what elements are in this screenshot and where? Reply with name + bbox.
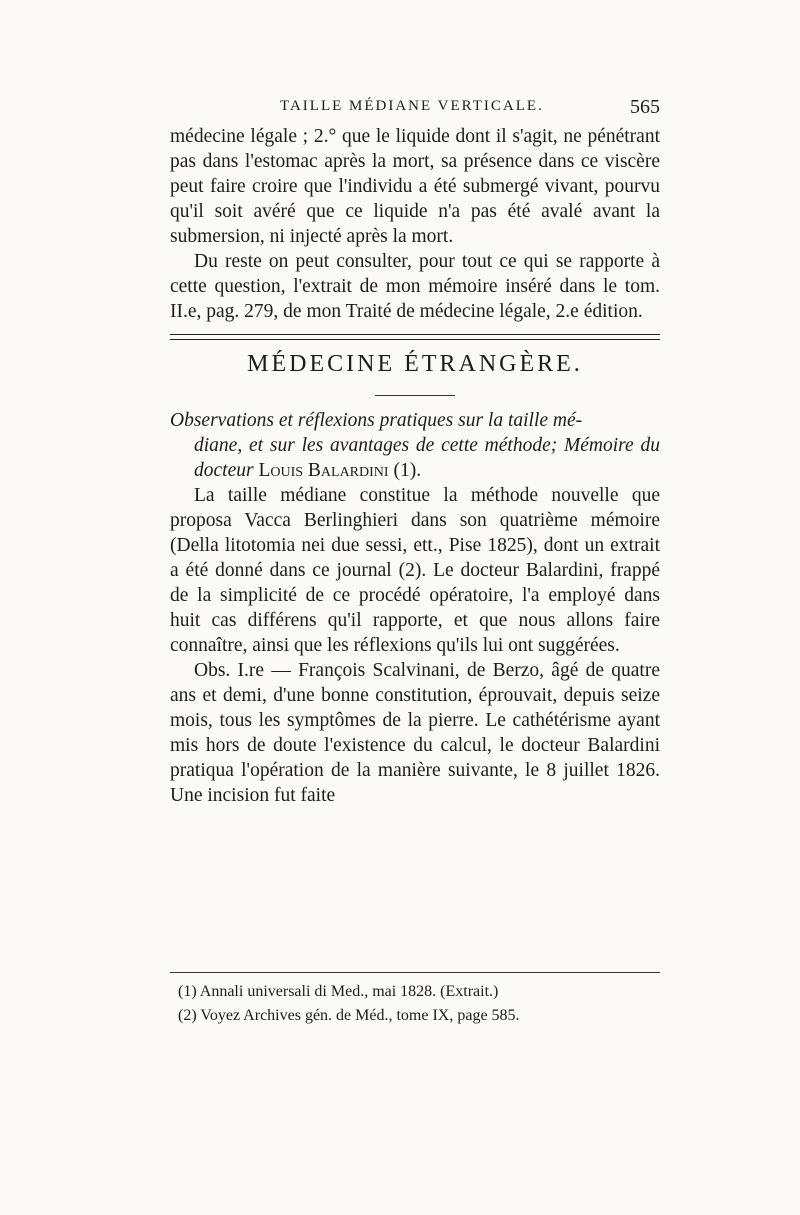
article-title-line1: Observations et réflexions pratiques sur la taille mé- <box>170 410 583 431</box>
section-title: MÉDECINE ÉTRANGÈRE. <box>247 351 583 377</box>
paragraph-3: La taille médiane constitue la méthode nouvelle que proposa Vacca Berlinghieri dans son quatrième mémoire (Della litotomia nei due sessi, ett., Pise 1825), dont un extrait a été donné dans ce journal (2). Le docteur Balardini, frappé de la simplicité de ce procédé opératoire, l'a employé dans huit cas différens qu'il rapporte, et que nous allons faire connaître, ainsi que les réflexions qu'ils lui ont suggérées. <box>170 485 660 656</box>
article-title <box>170 408 660 483</box>
article-author: Louis Balardini <box>258 460 389 481</box>
paragraph-2: Du reste on peut consulter, pour tout ce qui se rapporte à cette question, l'extrait de mon mémoire inséré dans le tom. II.e, pag. 279, de mon Traité de médecine légale, 2.e édition. <box>170 251 660 322</box>
article-footnote-ref: (1). <box>388 460 422 481</box>
page-number: 565 <box>630 96 660 118</box>
paragraph-1: médecine légale ; 2.° que le liquide dont il s'agit, ne pénétrant pas dans l'estomac après la mort, sa présence dans ce viscère peut faire croire que l'individu a été submergé vivant, pourvu qu'il soit avéré que ce liquide n'a pas été avalé avant la submersion, ni injecté après la mort. <box>170 126 660 247</box>
short-rule <box>375 395 455 396</box>
article-title-continuation <box>170 433 660 483</box>
article-title-rest: diane, et sur les avantages de cette méthode; Mémoire du docteur <box>194 435 660 481</box>
footnote-rule <box>170 972 660 973</box>
double-rule <box>170 334 660 340</box>
footnotes <box>170 980 660 1028</box>
body-text <box>170 124 660 808</box>
footnote-2: (2) Voyez Archives gén. de Méd., tome IX, page 585. <box>178 1007 520 1024</box>
running-title: TAILLE MÉDIANE VERTICALE. <box>280 98 544 114</box>
running-head <box>170 96 660 120</box>
footnote-1: (1) Annali universali di Med., mai 1828. (Extrait.) <box>178 983 499 1000</box>
paragraph-4: Obs. I.re — François Scalvinani, de Berzo, âgé de quatre ans et demi, d'une bonne constitution, éprouvait, depuis seize mois, tous les symptômes de la pierre. Le cathétérisme ayant mis hors de doute l'existence du calcul, le docteur Balardini pratiqua l'opération de la manière suivante, le 8 juillet 1826. Une incision fut faite <box>170 660 660 806</box>
